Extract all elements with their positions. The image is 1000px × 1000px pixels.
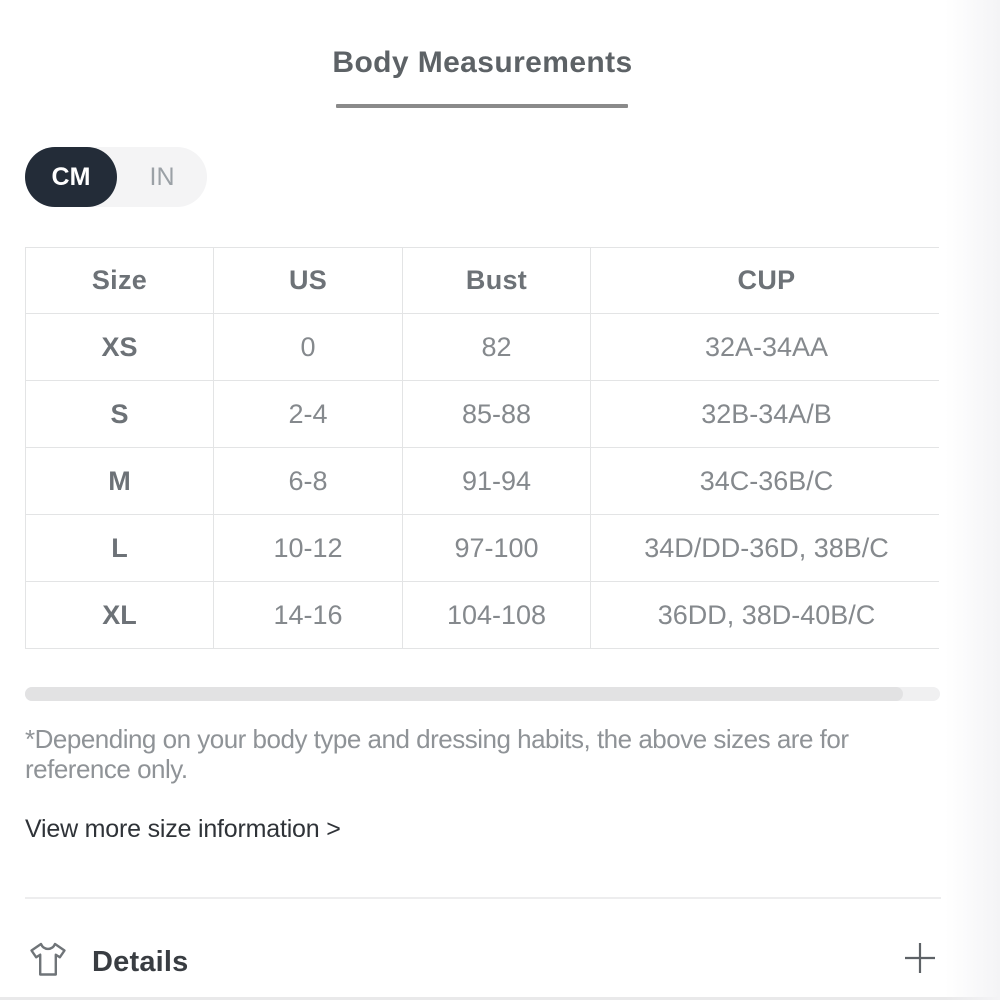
tshirt-icon bbox=[28, 941, 68, 983]
cell-bust: 97-100 bbox=[403, 515, 591, 582]
details-accordion-header[interactable] bbox=[0, 930, 1000, 996]
table-row bbox=[26, 381, 940, 448]
column-header-size: Size bbox=[26, 248, 214, 314]
column-header-bust: Bust bbox=[403, 248, 591, 314]
horizontal-scrollbar-track[interactable] bbox=[25, 687, 940, 701]
cell-cup: 32B-34A/B bbox=[591, 381, 940, 448]
page-title: Body Measurements bbox=[332, 46, 633, 79]
unit-toggle[interactable] bbox=[25, 147, 207, 207]
details-section-title: Details bbox=[92, 946, 189, 978]
cell-us: 10-12 bbox=[214, 515, 403, 582]
right-edge-shade bbox=[945, 0, 1000, 1000]
size-disclaimer-note: *Depending on your body type and dressing habits, the above sizes are for reference only. bbox=[25, 724, 849, 784]
table-row bbox=[26, 314, 940, 381]
cell-size: L bbox=[26, 515, 214, 582]
cell-bust: 82 bbox=[403, 314, 591, 381]
title-underline bbox=[336, 104, 628, 108]
cell-us: 6-8 bbox=[214, 448, 403, 515]
expand-plus-icon[interactable] bbox=[903, 941, 937, 980]
panel-header bbox=[25, 46, 940, 80]
size-table-viewport[interactable] bbox=[25, 247, 939, 649]
cell-size: M bbox=[26, 448, 214, 515]
cell-size: XS bbox=[26, 314, 214, 381]
cell-cup: 32A-34AA bbox=[591, 314, 940, 381]
cell-us: 2-4 bbox=[214, 381, 403, 448]
cell-cup: 34D/DD-36D, 38B/C bbox=[591, 515, 940, 582]
view-more-size-link[interactable]: View more size information > bbox=[25, 815, 341, 843]
column-header-cup: CUP bbox=[591, 248, 940, 314]
cell-bust: 85-88 bbox=[403, 381, 591, 448]
cell-bust: 104-108 bbox=[403, 582, 591, 649]
cell-us: 14-16 bbox=[214, 582, 403, 649]
cell-bust: 91-94 bbox=[403, 448, 591, 515]
cell-size: XL bbox=[26, 582, 214, 649]
table-row bbox=[26, 448, 940, 515]
unit-option-in[interactable]: IN bbox=[149, 162, 175, 191]
unit-option-cm[interactable]: CM bbox=[25, 147, 117, 207]
cell-size: S bbox=[26, 381, 214, 448]
table-header-row bbox=[26, 248, 940, 314]
cell-cup: 34C-36B/C bbox=[591, 448, 940, 515]
column-header-us: US bbox=[214, 248, 403, 314]
horizontal-scrollbar-thumb[interactable] bbox=[25, 687, 903, 701]
size-table bbox=[25, 247, 939, 649]
cell-cup: 36DD, 38D-40B/C bbox=[591, 582, 940, 649]
section-divider bbox=[25, 897, 941, 899]
table-row bbox=[26, 582, 940, 649]
cell-us: 0 bbox=[214, 314, 403, 381]
table-row bbox=[26, 515, 940, 582]
